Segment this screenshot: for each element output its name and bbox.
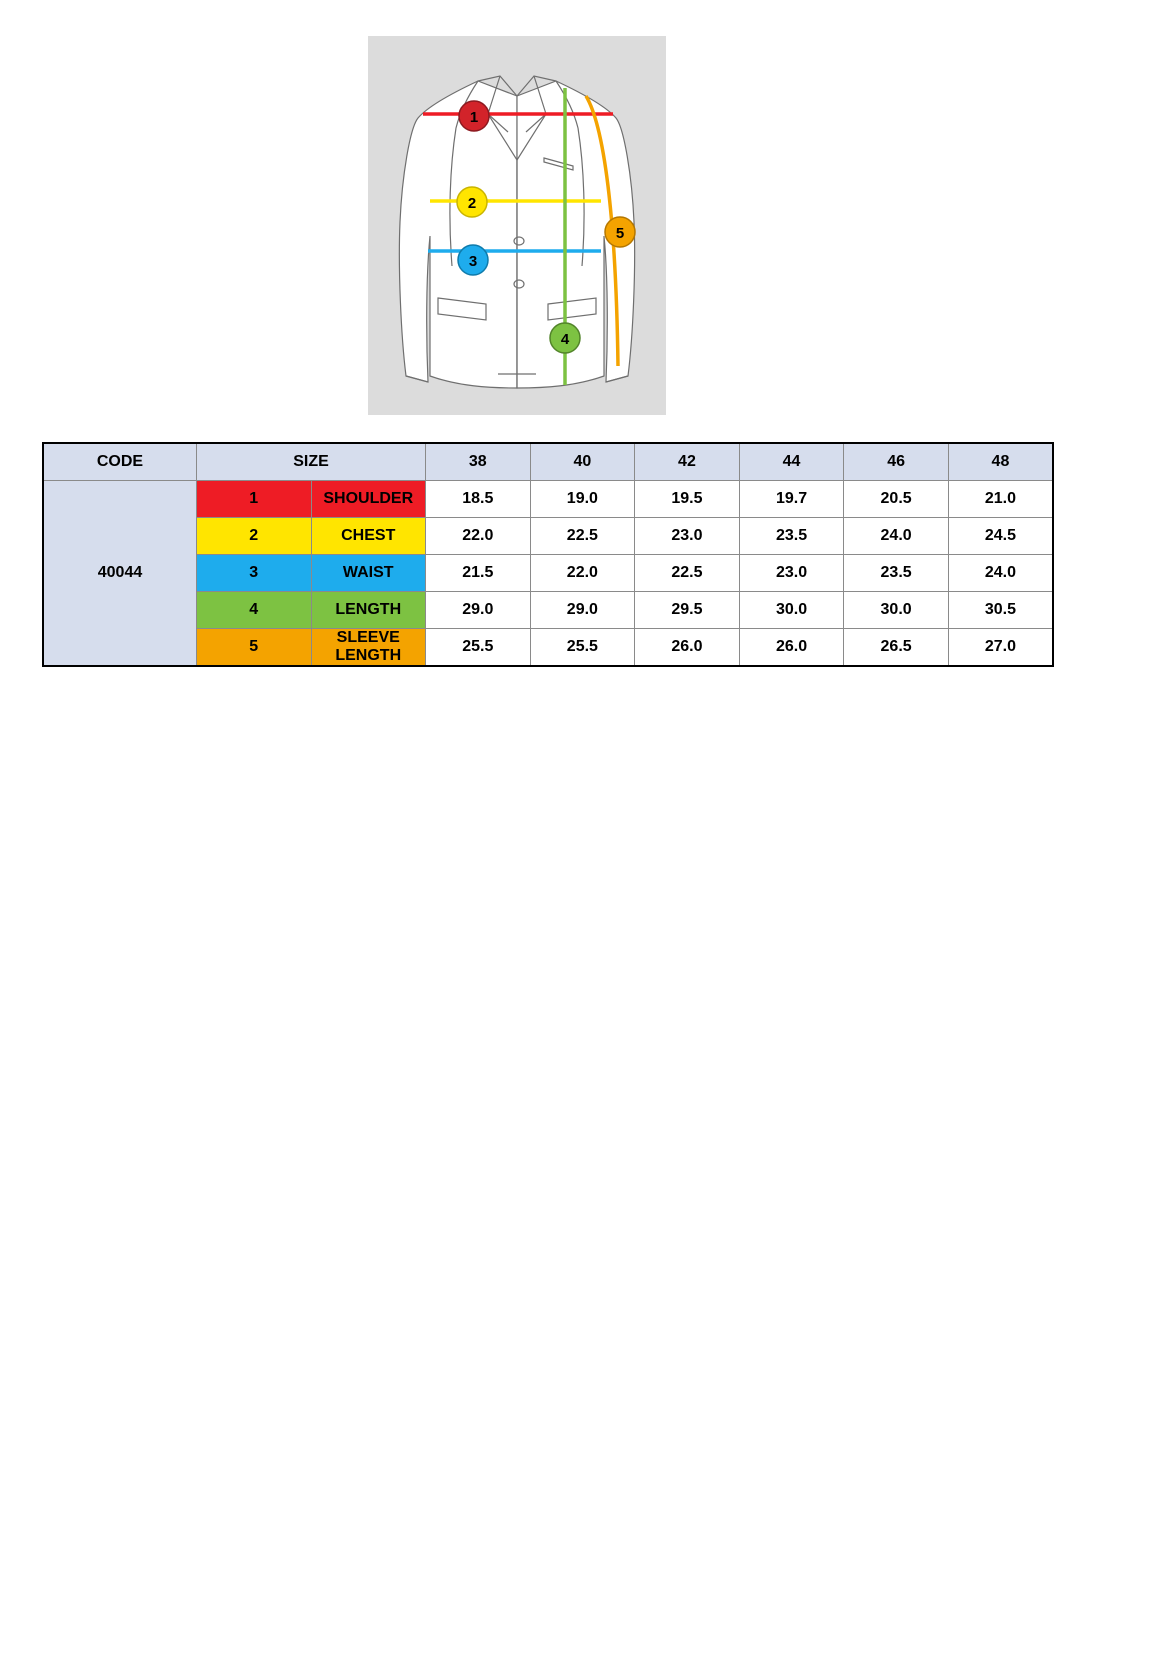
row-index-3: 3	[197, 555, 312, 592]
table-header-row	[43, 443, 1053, 481]
cell-chest-44: 23.5	[739, 518, 844, 555]
cell-waist-42: 22.5	[635, 555, 740, 592]
cell-shoulder-44: 19.7	[739, 481, 844, 518]
header-size-40: 40	[530, 443, 635, 481]
cell-sleeve-46: 26.5	[844, 629, 949, 667]
header-size-38: 38	[426, 443, 531, 481]
header-code: CODE	[43, 443, 197, 481]
cell-length-40: 29.0	[530, 592, 635, 629]
header-size: SIZE	[197, 443, 426, 481]
cell-chest-40: 22.5	[530, 518, 635, 555]
row-name-chest: CHEST	[311, 518, 426, 555]
cell-sleeve-38: 25.5	[426, 629, 531, 667]
cell-shoulder-42: 19.5	[635, 481, 740, 518]
row-name-length: LENGTH	[311, 592, 426, 629]
size-table	[42, 442, 1054, 667]
cell-waist-48: 24.0	[948, 555, 1053, 592]
cell-waist-46: 23.5	[844, 555, 949, 592]
cell-chest-38: 22.0	[426, 518, 531, 555]
marker-badge-5-label: 5	[615, 225, 625, 242]
cell-shoulder-46: 20.5	[844, 481, 949, 518]
row-index-4: 4	[197, 592, 312, 629]
marker-badge-3	[458, 245, 488, 275]
jacket-illustration	[368, 36, 666, 415]
marker-badge-1	[459, 101, 489, 131]
cell-waist-40: 22.0	[530, 555, 635, 592]
cell-sleeve-48: 27.0	[948, 629, 1053, 667]
size-chart	[42, 442, 1054, 667]
marker-badge-3-label: 3	[468, 253, 478, 270]
cell-waist-44: 23.0	[739, 555, 844, 592]
code-value: 40044	[43, 481, 197, 667]
header-size-44: 44	[739, 443, 844, 481]
cell-length-44: 30.0	[739, 592, 844, 629]
cell-length-38: 29.0	[426, 592, 531, 629]
cell-shoulder-40: 19.0	[530, 481, 635, 518]
header-size-46: 46	[844, 443, 949, 481]
cell-chest-46: 24.0	[844, 518, 949, 555]
row-index-1: 1	[197, 481, 312, 518]
cell-sleeve-44: 26.0	[739, 629, 844, 667]
cell-length-42: 29.5	[635, 592, 740, 629]
cell-waist-38: 21.5	[426, 555, 531, 592]
row-name-shoulder: SHOULDER	[311, 481, 426, 518]
cell-chest-42: 23.0	[635, 518, 740, 555]
cell-shoulder-38: 18.5	[426, 481, 531, 518]
marker-badge-2	[457, 187, 487, 217]
cell-shoulder-48: 21.0	[948, 481, 1053, 518]
row-name-waist: WAIST	[311, 555, 426, 592]
marker-badge-4-label: 4	[560, 331, 570, 348]
cell-sleeve-42: 26.0	[635, 629, 740, 667]
row-index-5: 5	[197, 629, 312, 667]
cell-length-46: 30.0	[844, 592, 949, 629]
cell-length-48: 30.5	[948, 592, 1053, 629]
marker-badge-2-label: 2	[467, 195, 477, 212]
row-name-sleeve-length: SLEEVE LENGTH	[311, 629, 426, 667]
marker-badge-4	[550, 323, 580, 353]
table-row	[43, 481, 1053, 518]
measurement-diagram	[368, 36, 666, 415]
marker-badge-5	[605, 217, 635, 247]
cell-sleeve-40: 25.5	[530, 629, 635, 667]
header-size-42: 42	[635, 443, 740, 481]
cell-chest-48: 24.5	[948, 518, 1053, 555]
marker-badge-1-label: 1	[469, 109, 479, 126]
header-size-48: 48	[948, 443, 1053, 481]
row-index-2: 2	[197, 518, 312, 555]
